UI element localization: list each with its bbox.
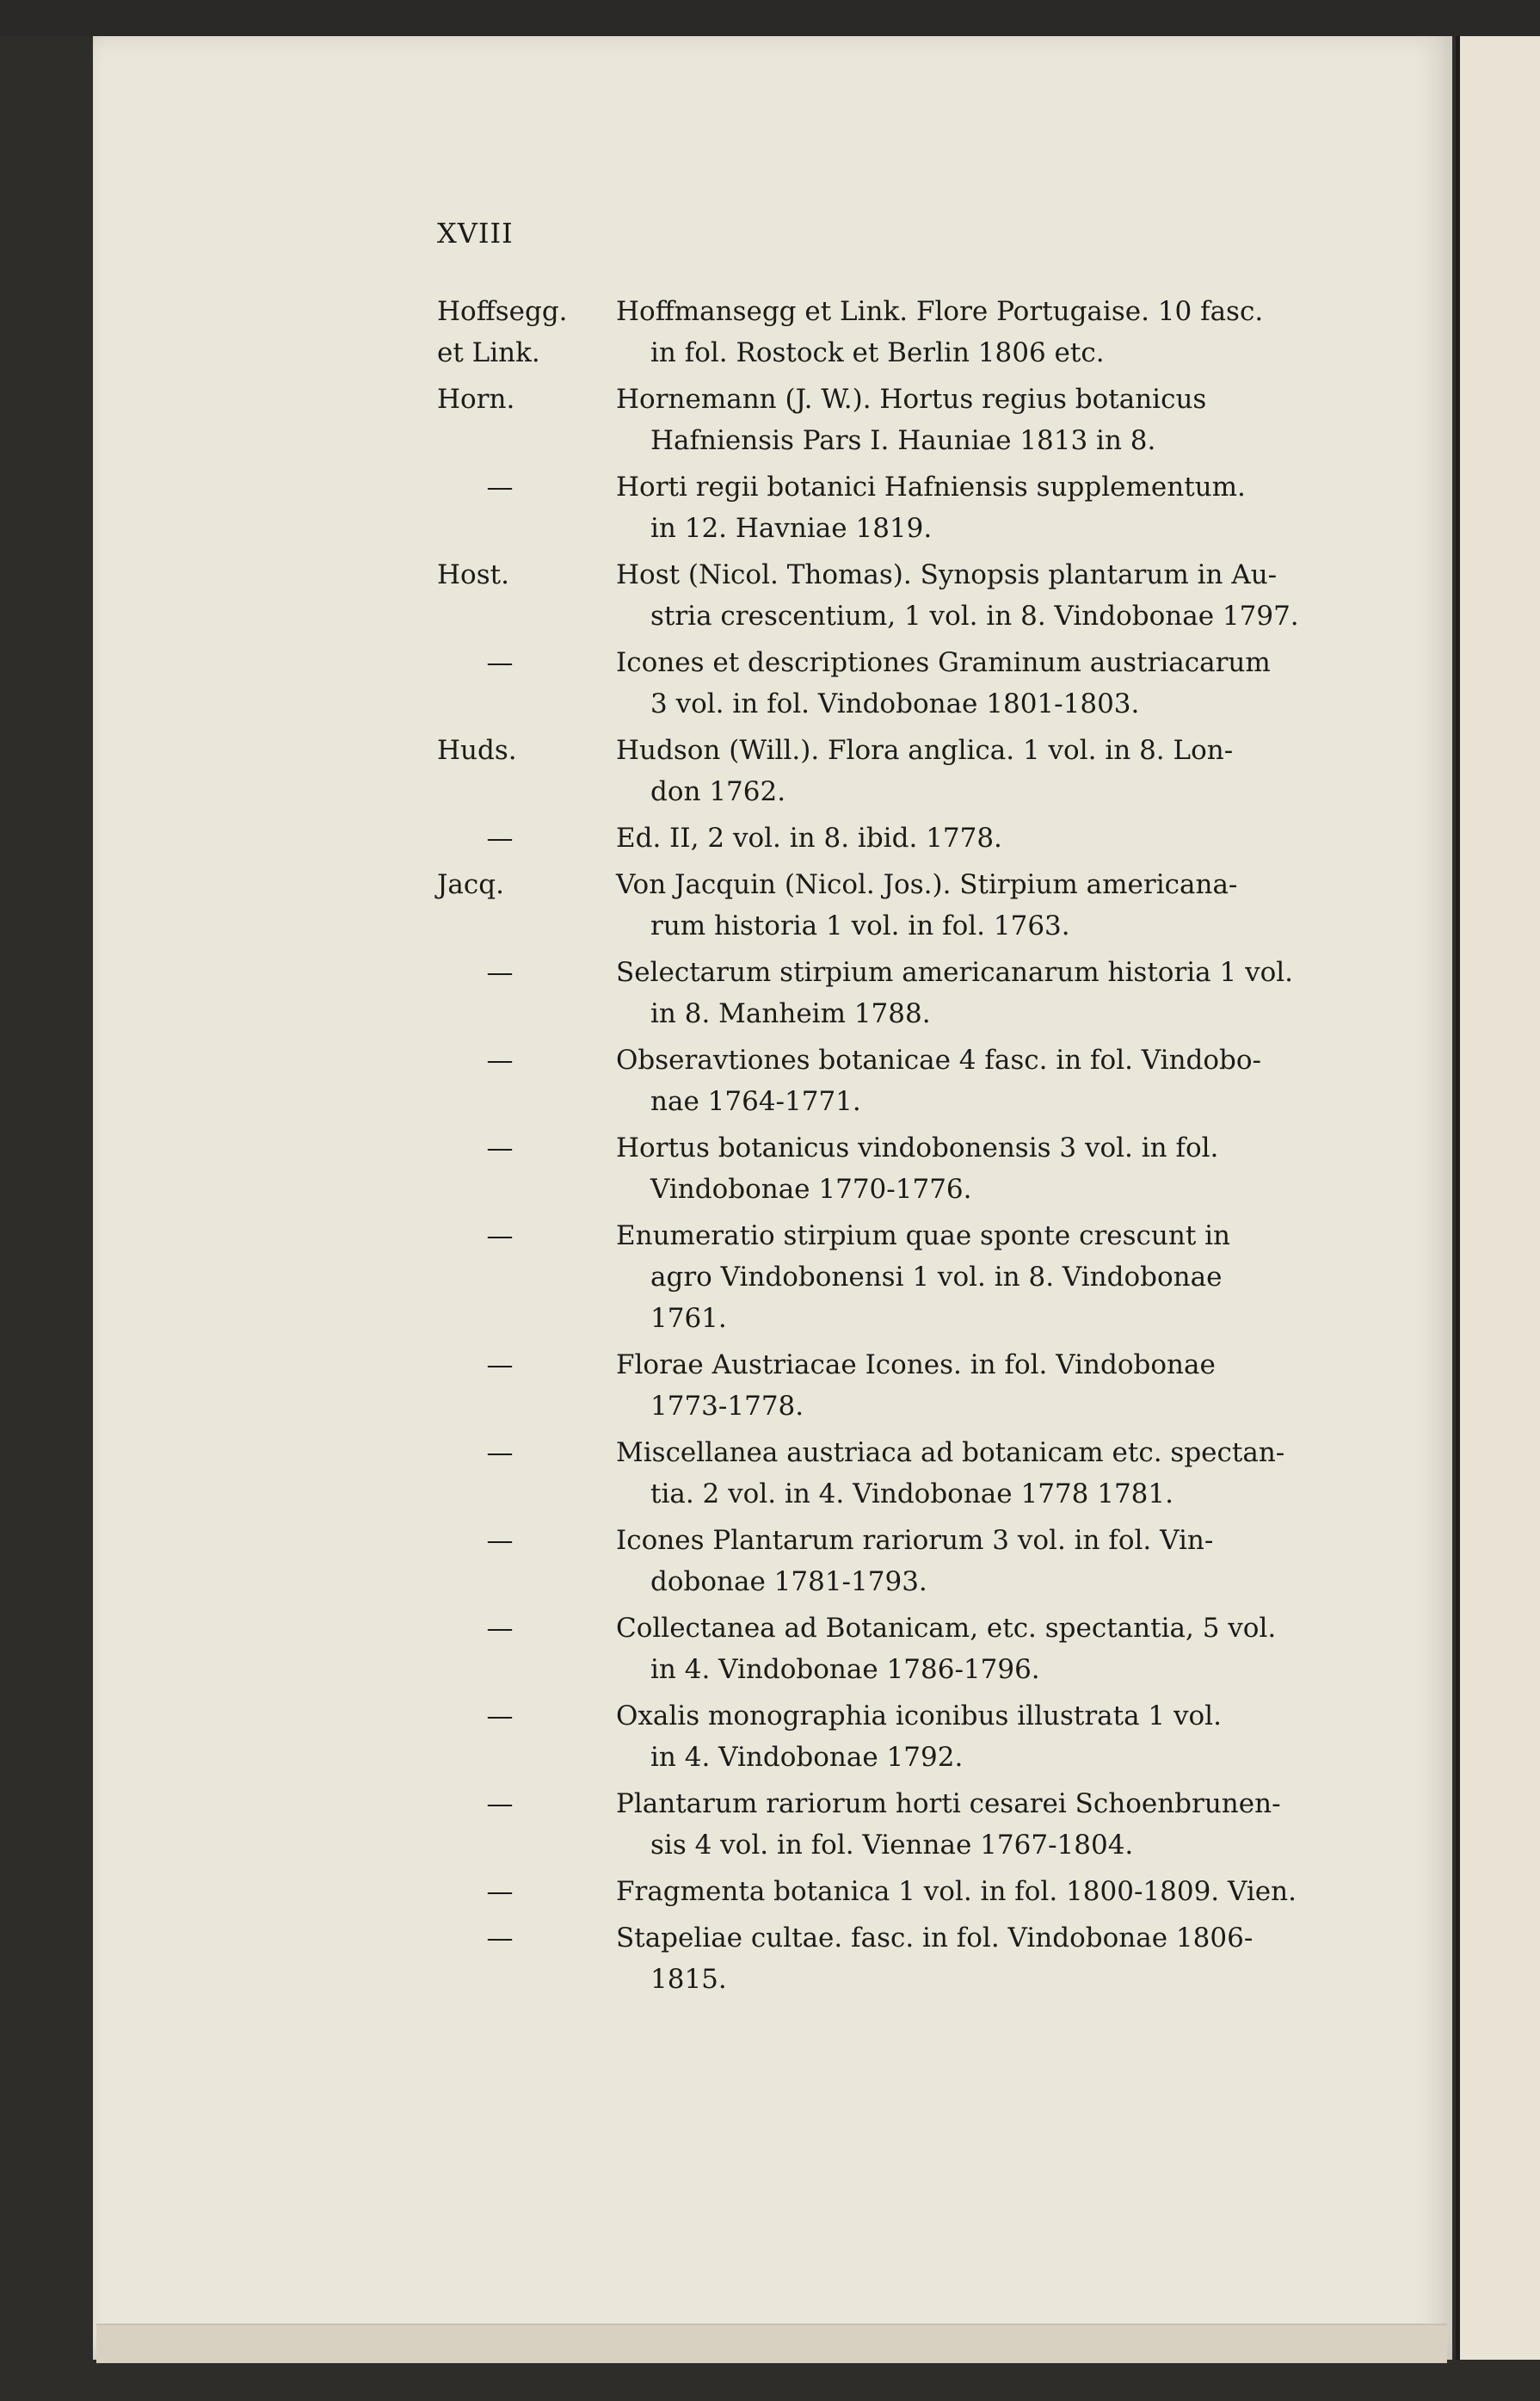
entry-text <box>616 1040 1327 1122</box>
entry-first-line: Icones Plantarum rariorum 3 vol. in fol. Vin- <box>616 1525 1214 1556</box>
abbreviation-line: — <box>486 472 514 503</box>
page-bottom-edge <box>96 2324 1447 2363</box>
abbreviation-line: Hoffsegg. <box>437 296 568 327</box>
entry-continuation-line: dobonae 1781-1793. <box>650 1566 927 1597</box>
entry-first-line: Host (Nicol. Thomas). Synopsis plantarum in Au- <box>616 559 1278 590</box>
abbreviation-line: — <box>486 1045 514 1076</box>
entry-continuation-line: Vindobonae 1770-1776. <box>650 1174 972 1205</box>
ditto-dash <box>437 1917 616 1959</box>
author-abbreviation <box>437 730 616 771</box>
bibliography-entry <box>437 730 1327 812</box>
entry-text <box>616 1432 1327 1515</box>
entry-text <box>616 291 1327 373</box>
ditto-dash <box>437 818 616 859</box>
ditto-dash <box>437 1871 616 1912</box>
entry-first-line: Fragmenta botanica 1 vol. in fol. 1800-1809. Vien. <box>616 1876 1297 1907</box>
entry-first-line: Von Jacquin (Nicol. Jos.). Stirpium americana- <box>616 869 1238 900</box>
entry-text <box>616 466 1327 549</box>
entry-first-line: Horti regii botanici Hafniensis supplementum. <box>616 472 1246 503</box>
entry-text <box>616 1520 1327 1602</box>
entry-text <box>616 818 1327 859</box>
abbreviation-line: Horn. <box>437 384 515 415</box>
bibliography-entry <box>437 554 1327 637</box>
entry-continuation-line: in fol. Rostock et Berlin 1806 etc. <box>650 337 1105 368</box>
entry-continuation-line: Hafniensis Pars I. Hauniae 1813 in 8. <box>650 425 1156 456</box>
entry-continuation-line: 3 vol. in fol. Vindobonae 1801-1803. <box>650 688 1140 719</box>
bibliography-entry <box>437 952 1327 1034</box>
entry-first-line: Hudson (Will.). Flora anglica. 1 vol. in 8. Lon- <box>616 735 1234 766</box>
bibliography-entry <box>437 1215 1327 1339</box>
author-abbreviation <box>437 864 616 905</box>
entry-first-line: Hoffmansegg et Link. Flore Portugaise. 10 fasc. <box>616 296 1264 327</box>
entry-text <box>616 1127 1327 1210</box>
bibliography-entry <box>437 1783 1327 1866</box>
abbreviation-line: — <box>486 1876 514 1907</box>
bibliography-entry <box>437 379 1327 461</box>
abbreviation-line: — <box>486 1133 514 1163</box>
abbreviation-line: — <box>486 1525 514 1556</box>
ditto-dash <box>437 1520 616 1561</box>
entry-first-line: Oxalis monographia iconibus illustrata 1 vol. <box>616 1700 1222 1731</box>
entry-text <box>616 1783 1327 1866</box>
entry-first-line: Hornemann (J. W.). Hortus regius botanicus <box>616 384 1207 415</box>
bibliography-entry <box>437 1432 1327 1515</box>
entry-first-line: Plantarum rariorum horti cesarei Schoenbrunen- <box>616 1788 1281 1819</box>
entry-text <box>616 1917 1327 2000</box>
ditto-dash <box>437 1783 616 1824</box>
abbreviation-line: Huds. <box>437 735 517 766</box>
abbreviation-line: — <box>486 647 514 678</box>
bibliography-entry <box>437 1520 1327 1602</box>
bibliography-entry <box>437 1127 1327 1210</box>
bibliography-entry <box>437 466 1327 549</box>
entry-continuation-line: tia. 2 vol. in 4. Vindobonae 1778 1781. <box>650 1478 1173 1509</box>
entry-text <box>616 379 1327 461</box>
abbreviation-line: — <box>486 1788 514 1819</box>
entry-continuation-line: in 8. Manheim 1788. <box>650 998 931 1029</box>
ditto-dash <box>437 642 616 683</box>
entry-continuation-line: in 4. Vindobonae 1786-1796. <box>650 1654 1040 1685</box>
abbreviation-line: — <box>486 1220 514 1251</box>
bibliography-entry <box>437 1871 1327 1912</box>
adjacent-page-edge <box>1456 36 1540 2360</box>
entry-continuation-line: in 4. Vindobonae 1792. <box>650 1742 964 1773</box>
bibliography-entry <box>437 818 1327 859</box>
entry-continuation-line: stria crescentium, 1 vol. in 8. Vindobonae 1797. <box>650 601 1299 632</box>
entry-first-line: Obseravtiones botanicae 4 fasc. in fol. Vindobo- <box>616 1045 1262 1076</box>
bibliography-entry <box>437 1917 1327 2000</box>
abbreviation-line: — <box>486 1349 514 1380</box>
entry-text <box>616 1871 1327 1912</box>
entry-text <box>616 864 1327 947</box>
abbreviation-line: — <box>486 1923 514 1954</box>
entry-continuation-line: 1773-1778. <box>650 1391 804 1422</box>
entry-text <box>616 730 1327 812</box>
bibliography-entry <box>437 291 1327 373</box>
abbreviation-line: — <box>486 957 514 988</box>
bibliography-list <box>437 291 1327 2005</box>
author-abbreviation <box>437 291 616 373</box>
entry-first-line: Selectarum stirpium americanarum historia 1 vol. <box>616 957 1294 988</box>
entry-first-line: Collectanea ad Botanicam, etc. spectantia, 5 vol. <box>616 1613 1277 1644</box>
entry-text <box>616 554 1327 637</box>
entry-first-line: Miscellanea austriaca ad botanicam etc. spectan- <box>616 1437 1285 1468</box>
bibliography-entry <box>437 864 1327 947</box>
abbreviation-line: — <box>486 1700 514 1731</box>
bibliography-entry <box>437 1344 1327 1427</box>
ditto-dash <box>437 466 616 508</box>
entry-text <box>616 1344 1327 1427</box>
entry-text <box>616 1608 1327 1690</box>
entry-first-line: Icones et descriptiones Graminum austriacarum <box>616 647 1271 678</box>
bibliography-entry <box>437 642 1327 725</box>
entry-text <box>616 952 1327 1034</box>
ditto-dash <box>437 1608 616 1649</box>
entry-spacer <box>437 2000 1327 2005</box>
author-abbreviation <box>437 379 616 420</box>
abbreviation-line: et Link. <box>437 337 540 368</box>
ditto-dash <box>437 952 616 993</box>
abbreviation-line: Host. <box>437 559 509 590</box>
entry-continuation-line: 1761. <box>650 1303 727 1334</box>
entry-first-line: Hortus botanicus vindobonensis 3 vol. in fol. <box>616 1133 1219 1163</box>
entry-continuation-line: nae 1764-1771. <box>650 1086 861 1117</box>
ditto-dash <box>437 1432 616 1473</box>
ditto-dash <box>437 1344 616 1386</box>
entry-continuation-line: rum historia 1 vol. in fol. 1763. <box>650 910 1070 941</box>
entry-continuation-line: don 1762. <box>650 776 786 807</box>
entry-text <box>616 1695 1327 1778</box>
bibliography-entry <box>437 1040 1327 1122</box>
ditto-dash <box>437 1040 616 1081</box>
entry-first-line: Stapeliae cultae. fasc. in fol. Vindobonae 1806- <box>616 1923 1254 1954</box>
entry-continuation-line: 1815. <box>650 1964 727 1995</box>
entry-continuation-line: in 12. Havniae 1819. <box>650 513 933 544</box>
entry-text <box>616 642 1327 725</box>
bibliography-entry <box>437 1695 1327 1778</box>
ditto-dash <box>437 1695 616 1737</box>
entry-first-line: Florae Austriacae Icones. in fol. Vindobonae <box>616 1349 1216 1380</box>
entry-continuation-line: agro Vindobonensi 1 vol. in 8. Vindobonae <box>650 1262 1223 1293</box>
scan-background-top <box>0 0 1540 36</box>
page-number: XVIII <box>437 217 514 250</box>
ditto-dash <box>437 1215 616 1256</box>
entry-text <box>616 1215 1327 1339</box>
entry-continuation-line: sis 4 vol. in fol. Viennae 1767-1804. <box>650 1830 1134 1861</box>
entry-first-line: Ed. II, 2 vol. in 8. ibid. 1778. <box>616 823 1002 854</box>
author-abbreviation <box>437 554 616 596</box>
abbreviation-line: — <box>486 1437 514 1468</box>
entry-first-line: Enumeratio stirpium quae sponte crescunt in <box>616 1220 1231 1251</box>
abbreviation-line: — <box>486 823 514 854</box>
bibliography-entry <box>437 1608 1327 1690</box>
abbreviation-line: Jacq. <box>437 869 504 900</box>
ditto-dash <box>437 1127 616 1169</box>
abbreviation-line: — <box>486 1613 514 1644</box>
